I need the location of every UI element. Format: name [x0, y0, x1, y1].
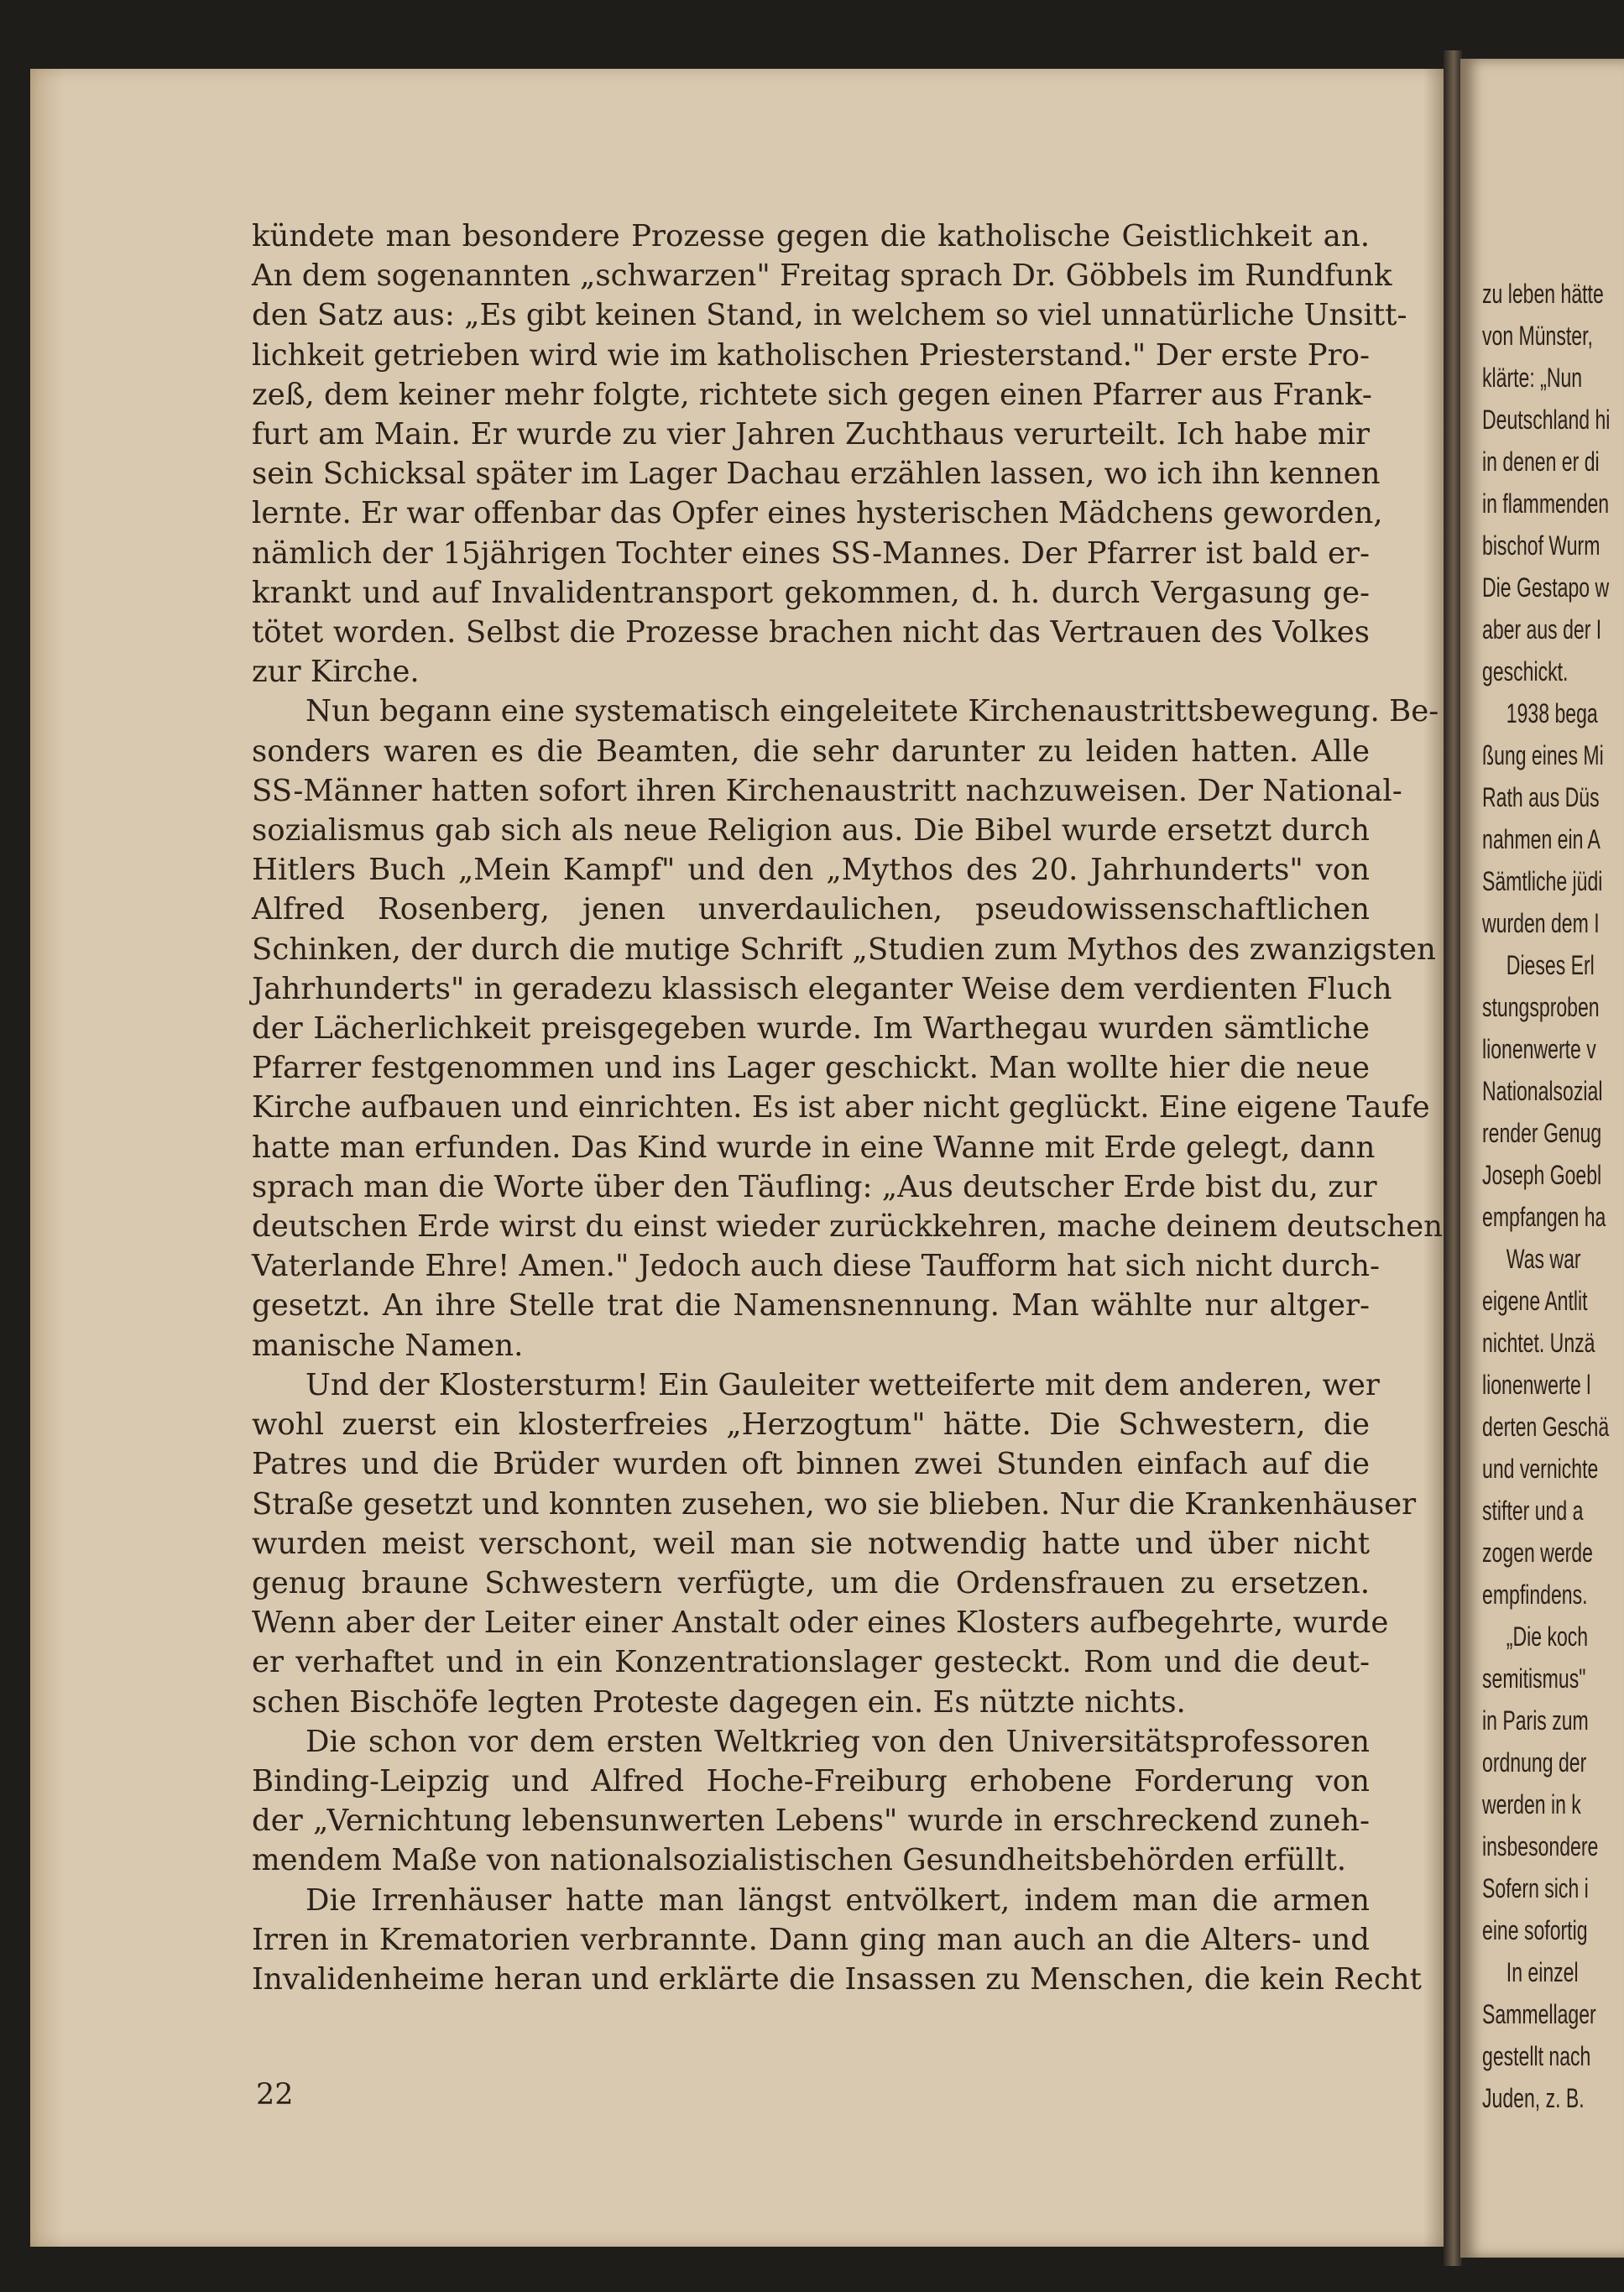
- paragraph: [252, 692, 1444, 1365]
- text-line: kündete man besondere Prozesse gegen die katholische Geistlichkeit an.: [252, 219, 1370, 253]
- right-page-fragment: Rath aus Düs: [1482, 782, 1600, 812]
- text-line: Kirche aufbauen und einrichten. Es ist aber nicht geglückt. Eine eigene Taufe: [252, 1090, 1430, 1125]
- right-page-fragment: lionenwerte v: [1482, 1034, 1596, 1064]
- text-line: tötet worden. Selbst die Prozesse brachen nicht das Vertrauen des Volkes: [252, 615, 1370, 650]
- text-line: zur Kirche.: [252, 655, 420, 690]
- right-page-fragment: nahmen ein A: [1482, 824, 1601, 854]
- text-line: Wenn aber der Leiter einer Anstalt oder eines Klosters aufbegehrte, wurde: [252, 1605, 1389, 1641]
- right-page-fragment: empfangen ha: [1482, 1202, 1606, 1232]
- text-line: zeß, dem keiner mehr folgte, richtete sich gegen einen Pfarrer aus Frank-: [252, 377, 1372, 412]
- right-page-fragment: Was war: [1506, 1244, 1581, 1274]
- right-page-fragment: semitismus": [1482, 1663, 1586, 1694]
- text-line: wohl zuerst ein klosterfreies „Herzogtum" hätte. Die Schwestern, die: [252, 1407, 1370, 1443]
- paragraph: [252, 217, 1407, 692]
- text-line: Alfred Rosenberg, jenen unverdaulichen, pseudowissenschaftlichen: [252, 892, 1370, 927]
- right-page-fragment: derten Geschä: [1482, 1412, 1610, 1442]
- right-page-fragment: insbesondere: [1482, 1831, 1599, 1861]
- right-page-fragment: stungsproben: [1482, 992, 1600, 1022]
- right-page-fragment: in flammenden: [1482, 488, 1610, 519]
- text-line: Straße gesetzt und konnten zusehen, wo sie blieben. Nur die Krankenhäuser: [252, 1486, 1417, 1522]
- text-line: sein Schicksal später im Lager Dachau erzählen lassen, wo ich ihn kennen: [252, 457, 1381, 492]
- right-page-fragment: empfindens.: [1482, 1579, 1588, 1610]
- text-line: der „Vernichtung lebensunwerten Lebens" wurde in erschreckend zuneh-: [252, 1804, 1370, 1839]
- text-line: Hitlers Buch „Mein Kampf" und den „Mythos des 20. Jahrhunderts" von: [252, 853, 1370, 888]
- right-page-fragment: zogen werde: [1482, 1538, 1593, 1568]
- right-page-fragment: Dieses Erl: [1506, 950, 1595, 980]
- text-line: schen Bischöfe legten Proteste dagegen ein. Es nützte nichts.: [252, 1684, 1186, 1720]
- text-line: sprach man die Worte über den Täufling: „Aus deutscher Erde bist du, zur: [252, 1169, 1377, 1204]
- right-page-fragment: ßung eines Mi: [1482, 740, 1604, 770]
- right-page-fragment: geschickt.: [1482, 656, 1569, 687]
- text-line: Irren in Krematorien verbrannte. Dann ging man auch an die Alters- und: [252, 1922, 1370, 1957]
- right-page-fragment: Juden, z. B.: [1482, 2083, 1585, 2113]
- right-page-fragment: lionenwerte l: [1482, 1370, 1591, 1400]
- text-line: sonders waren es die Beamten, die sehr darunter zu leiden hatten. Alle: [252, 734, 1370, 769]
- right-page-fragment: render Genug: [1482, 1118, 1602, 1148]
- text-line: der Lächerlichkeit preisgegeben wurde. Im Warthegau wurden sämtliche: [252, 1011, 1370, 1047]
- text-line: Pfarrer festgenommen und ins Lager geschickt. Man wollte hier die neue: [252, 1051, 1370, 1086]
- right-page-fragment: ordnung der: [1482, 1747, 1587, 1778]
- text-line: Und der Klostersturm! Ein Gauleiter wetteiferte mit dem anderen, wer: [305, 1367, 1380, 1402]
- paragraph: [252, 1881, 1422, 2000]
- right-page-fragment: bischof Wurm: [1482, 530, 1601, 561]
- text-line: SS-Männer hatten sofort ihren Kirchenaustritt nachzuweisen. Der National-: [252, 773, 1402, 808]
- right-page-fragment: Die Gestapo w: [1482, 572, 1610, 603]
- text-line: hatte man erfunden. Das Kind wurde in eine Wanne mit Erde gelegt, dann: [252, 1130, 1376, 1165]
- right-page-fragment: wurden dem I: [1482, 908, 1600, 938]
- text-line: Invalidenheime heran und erklärte die Insassen zu Menschen, die kein Recht: [252, 1961, 1422, 1997]
- text-line: Die schon vor dem ersten Weltkrieg von den Universitätsprofessoren: [305, 1724, 1370, 1759]
- text-line: lernte. Er war offenbar das Opfer eines hysterischen Mädchens geworden,: [252, 496, 1383, 531]
- right-page-fragment: Deutschland hi: [1482, 405, 1611, 435]
- right-page-fragment: eine sofortig: [1482, 1915, 1588, 1945]
- right-page-fragment: nichtet. Unzä: [1482, 1328, 1595, 1358]
- text-line: An dem sogenannten „schwarzen" Freitag sprach Dr. Göbbels im Rundfunk: [252, 258, 1392, 294]
- right-page-fragment: Sofern sich i: [1482, 1873, 1589, 1903]
- paragraph: [252, 1722, 1370, 1881]
- right-page-fragment: gestellt nach: [1482, 2041, 1591, 2071]
- text-line: er verhaftet und in ein Konzentrationslager gesteckt. Rom und die deut-: [252, 1645, 1370, 1680]
- text-line: gesetzt. An ihre Stelle trat die Namensnennung. Man wählte nur altger-: [252, 1288, 1370, 1324]
- right-page-fragment: in Paris zum: [1482, 1705, 1589, 1736]
- right-page-fragment: In einzel: [1506, 1957, 1579, 1987]
- right-page-fragment: „Die koch: [1506, 1621, 1589, 1652]
- right-page-fragment: Nationalsozial: [1482, 1076, 1603, 1106]
- right-page-fragment: von Münster,: [1482, 321, 1593, 351]
- right-page-fragment: Sammellager: [1482, 1999, 1596, 2029]
- text-line: krankt und auf Invalidentransport gekommen, d. h. durch Vergasung ge-: [252, 575, 1370, 610]
- text-line: lichkeit getrieben wird wie im katholischen Priesterstand." Der erste Pro-: [252, 337, 1370, 373]
- text-line: furt am Main. Er wurde zu vier Jahren Zuchthaus verurteilt. Ich habe mir: [252, 417, 1370, 452]
- text-line: deutschen Erde wirst du einst wieder zurückkehren, mache deinem deutschen: [252, 1209, 1444, 1245]
- right-page-text-fragments: [1482, 273, 1611, 2119]
- text-line: genug braune Schwestern verfügte, um die Ordensfrauen zu ersetzen.: [252, 1565, 1370, 1600]
- book-gutter: [1444, 50, 1462, 2266]
- text-line: Vaterlande Ehre! Amen." Jedoch auch diese Taufform hat sich nicht durch-: [252, 1249, 1381, 1284]
- right-page-fragment: Sämtliche jüdi: [1482, 866, 1603, 896]
- text-line: nämlich der 15jährigen Tochter eines SS-Mannes. Der Pfarrer ist bald er-: [252, 535, 1370, 571]
- page-number: 22: [256, 2078, 294, 2112]
- text-line: mendem Maße von nationalsozialistischen Gesundheitsbehörden erfüllt.: [252, 1843, 1347, 1878]
- text-line: manische Namen.: [252, 1328, 524, 1363]
- text-line: Die Irrenhäuser hatte man längst entvölkert, indem man die armen: [305, 1882, 1370, 1918]
- right-page-fragment: Joseph Goebl: [1482, 1160, 1602, 1190]
- left-page-body-text: [252, 217, 1444, 1999]
- right-page-fragment: stifter und a: [1482, 1496, 1584, 1526]
- right-page-fragment: werden in k: [1482, 1789, 1581, 1820]
- right-page-fragment: zu leben hätte: [1482, 279, 1604, 309]
- right-page-fragment: in denen er di: [1482, 446, 1600, 477]
- paragraph: [252, 1365, 1417, 1722]
- right-page-fragment: eigene Antlit: [1482, 1286, 1588, 1316]
- text-line: den Satz aus: „Es gibt keinen Stand, in welchem so viel unnatürliche Unsitt-: [252, 298, 1407, 333]
- text-line: sozialismus gab sich als neue Religion aus. Die Bibel wurde ersetzt durch: [252, 813, 1370, 848]
- text-line: Binding-Leipzig und Alfred Hoche-Freiburg erhobene Forderung von: [252, 1763, 1370, 1799]
- text-line: wurden meist verschont, weil man sie notwendig hatte und über nicht: [252, 1526, 1370, 1561]
- right-page-fragment: 1938 bega: [1506, 698, 1598, 728]
- text-line: Jahrhunderts" in geradezu klassisch eleganter Weise dem verdienten Fluch: [252, 971, 1392, 1006]
- text-line: Patres und die Brüder wurden oft binnen zwei Stunden einfach auf die: [252, 1447, 1370, 1482]
- right-page-fragment: klärte: „Nun: [1482, 363, 1583, 393]
- right-page-fragment: und vernichte: [1482, 1454, 1599, 1484]
- right-page-fragment: aber aus der I: [1482, 614, 1602, 645]
- right-page-edge: [1460, 59, 1624, 2258]
- text-line: Schinken, der durch die mutige Schrift „Studien zum Mythos des zwanzigsten: [252, 932, 1436, 967]
- text-line: Nun begann eine systematisch eingeleitete Kirchenaustrittsbewegung. Be-: [305, 694, 1439, 729]
